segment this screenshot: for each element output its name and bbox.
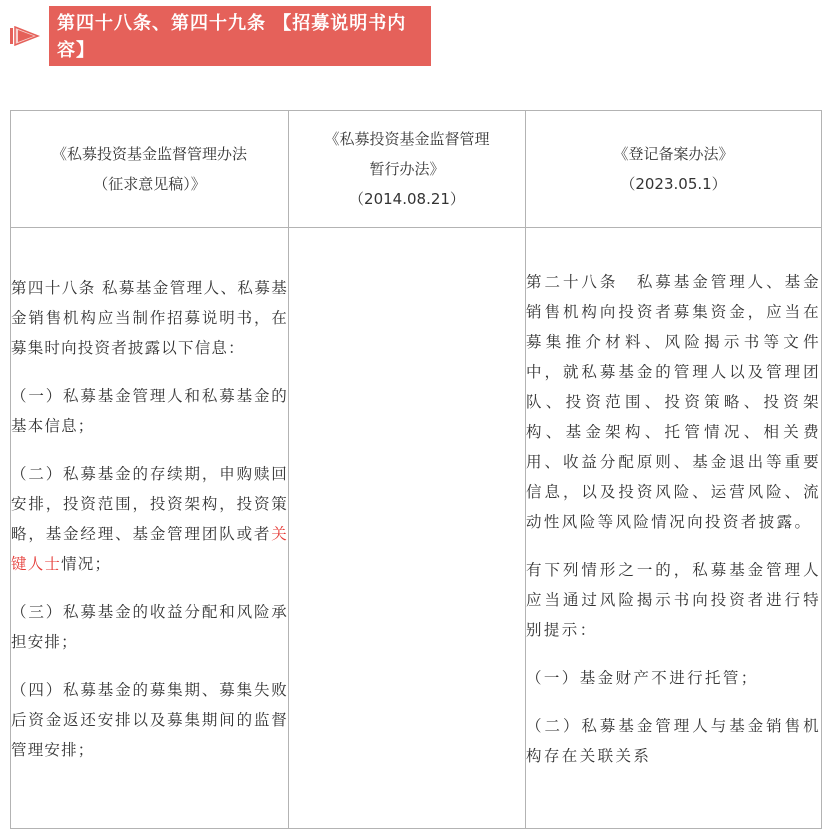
column-header-interim-measures [289,111,526,228]
registration-measures-cell [526,228,822,829]
article-paragraph [11,459,288,579]
table-header-row [11,111,822,228]
article-paragraph: 有下列情形之一的，私募基金管理人应当通过风险揭示书向投资者进行特别提示： [526,561,821,639]
column-header-draft-measures [11,111,289,228]
paragraph-text: 情况； [61,555,112,573]
header-line: （2014.08.21） [349,190,465,208]
paragraph-text: （二）私募基金的存续期，申购赎回安排，投资范围，投资架构，投资策略，基金经理、基金管理团队或者 [11,465,288,543]
table-row [11,228,822,829]
header-line: 《私募投资基金监督管理办法 [51,145,247,163]
header-line: 暂行办法》 [369,160,445,178]
play-arrow-icon [10,26,40,46]
article-paragraph: （一）基金财产不进行托管； [526,669,759,687]
header-line: （2023.05.1） [620,175,727,193]
draft-measures-cell [11,228,289,829]
comparison-table [10,110,822,829]
header-line: 《私募投资基金监督管理 [324,130,490,148]
header-line: 《登记备案办法》 [613,145,734,163]
article-paragraph: （二）私募基金管理人与基金销售机构存在关联关系 [526,717,821,765]
interim-measures-cell [289,228,526,829]
section-title: 第四十八条、第四十九条 【招募说明书内容】 [49,6,431,66]
article-paragraph: 第四十八条 私募基金管理人、私募基金销售机构应当制作招募说明书，在募集时向投资者披露以下信息： [11,279,288,357]
article-paragraph: （一）私募基金管理人和私募基金的基本信息； [11,387,288,435]
header-line: （征求意见稿）》 [93,175,206,193]
highlighted-term-link[interactable]: 关键人士 [11,525,288,573]
article-paragraph: （三）私募基金的收益分配和风险承担安排； [11,603,288,651]
column-header-registration-measures [526,111,822,228]
article-paragraph: 第二十八条 私募基金管理人、基金销售机构向投资者募集资金，应当在募集推介材料、风险揭示书等文件中，就私募基金的管理人以及管理团队、投资范围、投资策略、投资架构、基金架构、托管情况、相关费用、收益分配原则、基金退出等重要信息，以及投资风险、运营风险、流动性风险等风险情况向投资者披露。 [526,273,821,531]
article-paragraph: （四）私募基金的募集期、募集失败后资金返还安排以及募集期间的监督管理安排； [11,681,288,759]
